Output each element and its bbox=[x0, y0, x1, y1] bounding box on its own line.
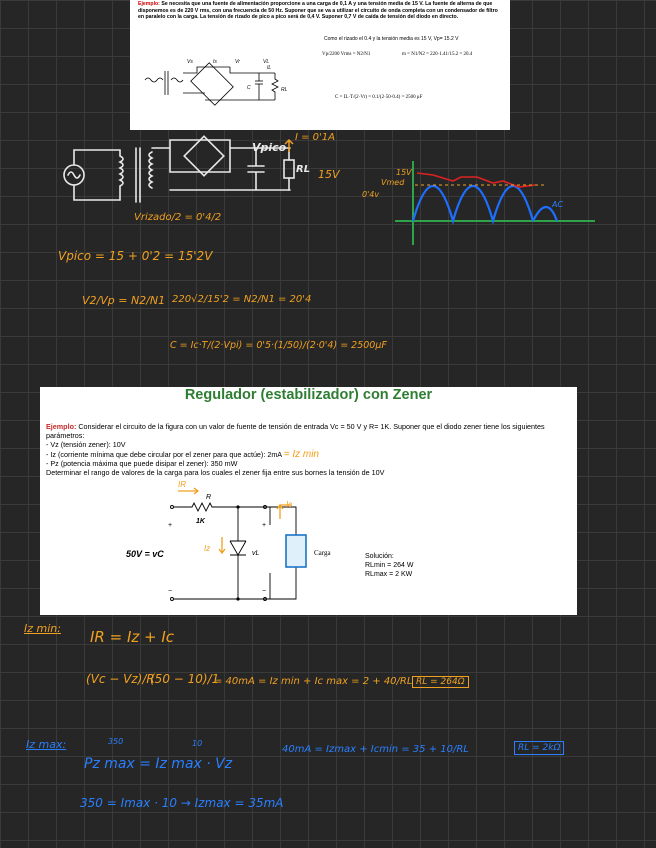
vc-label: 50V = vC bbox=[126, 549, 164, 559]
param-vz: - Vz (tensión zener): 10V bbox=[46, 440, 126, 450]
graph-ac: AC bbox=[552, 200, 564, 209]
zener-example-card bbox=[40, 387, 577, 615]
example-heading: Ejemplo: bbox=[138, 1, 160, 7]
minus-left: − bbox=[168, 588, 173, 595]
solution-block bbox=[365, 552, 413, 579]
vl-label: VL bbox=[263, 59, 270, 65]
r-value: 1K bbox=[196, 518, 205, 525]
example-heading: Ejemplo: bbox=[46, 422, 77, 431]
rl-label: RL bbox=[296, 164, 311, 175]
vl-label: vL bbox=[252, 550, 260, 557]
turns-ratio-result: m = N1/N2 = 220·1.41/15.2 = 20.4 bbox=[402, 52, 473, 57]
vr-label: Vr bbox=[235, 59, 240, 65]
c-label: C bbox=[247, 85, 251, 91]
example-card-rectifier bbox=[130, 0, 510, 130]
frac-vc-vz: (Vc − Vz)/R bbox=[86, 672, 155, 686]
iz-min-heading: Iz min: bbox=[24, 622, 61, 635]
param-pz: - Pz (potencia máxima que puede disipar el zener): 350 mW bbox=[46, 458, 238, 468]
rl-label: RL bbox=[281, 87, 288, 93]
is-label: Is bbox=[213, 59, 217, 65]
solution-rlmax: RLmax = 2 KW bbox=[365, 571, 413, 578]
plus-left: + bbox=[168, 522, 173, 529]
il-label: IL bbox=[267, 65, 272, 71]
pz-350: 350 bbox=[108, 737, 124, 746]
minus-right: − bbox=[262, 588, 267, 595]
statement-text: Se necesita que una fuente de alimentación proporcione a una carga de 0,1 A y una tensión media de 15 V. La fuente de alterna de que disponemos es de 220 V rms, con una frecuencia de 50 Hz. Suponer que se va a utilizar el circuito de onda completa con un condensador de filtro en paralelo con la carga. La tensión de rizado de pico a pico será de 0,4 V. Suponer 0,7 V de caída de tensión del diodo en directo. bbox=[138, 1, 498, 21]
rl-min-result: RL = 264Ω bbox=[412, 676, 469, 688]
carga-label: Carga bbox=[314, 549, 331, 557]
ripple-note: Como el rizado el 0.4 y la tensión media es 15 V, Vp= 15.2 V bbox=[324, 36, 459, 42]
vpico-label: Vpico bbox=[252, 141, 287, 154]
rectifier-schematic bbox=[135, 45, 325, 125]
zener-problem-text bbox=[46, 422, 571, 477]
zener-intro: Considerar el circuito de la figura con un valor de fuente de tensión de entrada Vc = 50 V y R= 1K. Suponer que el diodo zener tiene los siguientes parámetros: bbox=[46, 422, 545, 441]
vrizado-eq: Vrizado/2 = 0'4/2 bbox=[134, 212, 222, 223]
ripple-waveform-graph bbox=[395, 155, 595, 245]
cap-eq: C = Ic·T/(2·Vpi) = 0'5·(1/50)/(2·0'4) = 2500μF bbox=[170, 340, 387, 351]
iz-label: Iz bbox=[204, 544, 211, 553]
current-result-eq: = 40mA = Iz min + Ic max = 2 + 40/RL bbox=[214, 676, 413, 687]
iz-max-eq: 350 = Imax · 10 → Izmax = 35mA bbox=[80, 796, 284, 810]
zener-title: Regulador (estabilizador) con Zener bbox=[184, 387, 433, 403]
power-eq: Pz max = Iz max · Vz bbox=[84, 756, 233, 772]
graph-vmed: Vmed bbox=[381, 178, 405, 187]
current-label: I = 0'1A bbox=[295, 132, 335, 143]
solution-rlmin: RLmin = 264 W bbox=[365, 562, 414, 569]
ir-label: IR bbox=[178, 480, 186, 489]
problem-statement bbox=[138, 1, 504, 21]
handwritten-rectifier-circuit bbox=[60, 130, 360, 220]
iz-min-annotation: = Iz min bbox=[283, 448, 319, 460]
vs-label: Vs bbox=[187, 59, 193, 65]
ic-label: Ic bbox=[286, 500, 293, 509]
zener-task: Determinar el rango de valores de la carga para los cuales el zener fija entre sus bornes la tensión de 10V bbox=[46, 468, 385, 478]
frac-values: (50 − 10)/1 bbox=[150, 672, 220, 686]
graph-044: 0'4v bbox=[362, 190, 380, 199]
param-iz: - Iz (corriente mínima que debe circular por el zener para que actúe): 2mA bbox=[46, 449, 282, 459]
rl-max-result: RL = 2kΩ bbox=[514, 741, 564, 755]
zener-circuit-schematic bbox=[120, 480, 380, 607]
ratio-eq: V2/Vp = N2/N1 bbox=[82, 294, 166, 307]
pz-10: 10 bbox=[192, 739, 203, 748]
turns-ratio-equation: Vp/2200 Vrms = N2/N1 bbox=[322, 52, 371, 57]
vpico-eq: Vpico = 15 + 0'2 = 15'2V bbox=[58, 249, 213, 263]
solution-title: Solución: bbox=[365, 553, 394, 560]
ratio-values: 220√2/15'2 = N2/N1 = 20'4 bbox=[172, 294, 312, 305]
graph-15v: 15V bbox=[396, 168, 412, 177]
voltage-label: 15V bbox=[318, 168, 340, 181]
iz-max-heading: Iz max: bbox=[26, 738, 67, 751]
r-label: R bbox=[206, 494, 212, 501]
plus-right: + bbox=[262, 522, 267, 529]
kcl-eq: IR = Iz + Ic bbox=[90, 628, 175, 646]
max-current-eq: 40mA = Izmax + Icmin = 35 + 10/RL bbox=[282, 744, 469, 755]
capacitor-equation: C = IL·T/(2·Vr) = 0.1/(2·50·0.4) = 2500 μF bbox=[335, 95, 423, 100]
